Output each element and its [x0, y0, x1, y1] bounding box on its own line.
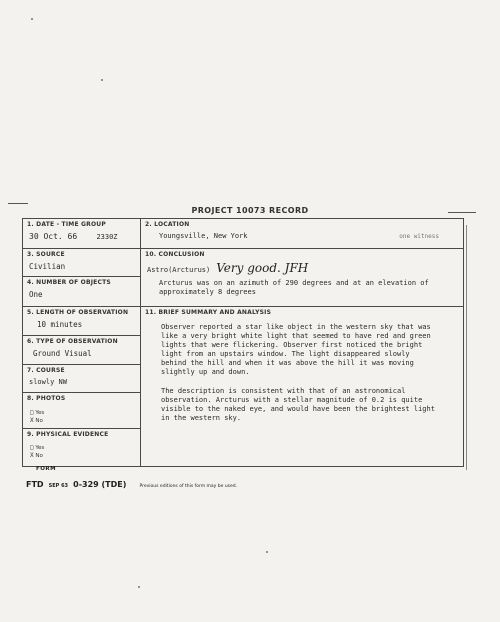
location-label: 2. LOCATION — [145, 221, 190, 228]
form-footer — [26, 466, 466, 491]
conclusion-cell — [141, 249, 463, 307]
date-value: 30 Oct. 66 — [29, 232, 78, 241]
length-label: 5. LENGTH OF OBSERVATION — [27, 309, 129, 316]
physical-no-option — [30, 452, 136, 460]
date-time-value — [29, 232, 136, 241]
summary-label: 11. BRIEF SUMMARY AND ANALYSIS — [145, 309, 272, 316]
record-form — [22, 218, 464, 467]
physical-evidence-label: 9. PHYSICAL EVIDENCE — [27, 431, 109, 438]
conclusion-row — [147, 261, 459, 275]
scan-speck — [101, 79, 103, 81]
footer-previous-editions: Previous editions of this form may be used. — [139, 484, 238, 489]
footer-form-code: 0-329 (TDE) — [73, 480, 127, 489]
scan-edge — [466, 225, 467, 470]
physical-no-label: No — [35, 453, 43, 459]
summary-paragraph-2: The description is consistent with that of an astronomical observation. Arcturus with a stellar magnitude of 0.2 is quite visible to the naked eye, and would have been the brightest light in the western sky. — [161, 387, 435, 422]
conclusion-note: Arcturus was on an azimuth of 290 degrees and at an elevation of approximately 8 degrees — [159, 279, 429, 296]
date-time-label: 1. DATE - TIME GROUP — [27, 221, 106, 228]
scan-speck — [266, 551, 268, 553]
physical-yes-label: Yes — [35, 445, 45, 451]
photos-label: 8. PHOTOS — [27, 395, 66, 402]
photos-yes-checkbox: □ — [30, 409, 34, 416]
physical-evidence-cell — [23, 429, 140, 466]
summary-paragraph-1: Observer reported a star like object in the western sky that was like a very bright white light that seemed to have red and green lights that were flickering. Observer first noticed the bright light from an upstairs window. The light disappeared slowly behind the hill and when it was above the hill it was moving slightly up and down. — [161, 323, 431, 376]
physical-yes-option — [30, 444, 136, 452]
handwritten-note: Very good. JFH — [216, 261, 309, 275]
length-cell — [23, 307, 140, 336]
right-column — [141, 219, 463, 466]
type-label: 6. TYPE OF OBSERVATION — [27, 338, 118, 345]
location-extra: one witness — [399, 233, 439, 240]
photos-yes-option — [30, 409, 136, 417]
number-objects-label: 4. NUMBER OF OBJECTS — [27, 279, 111, 286]
scan-mark — [8, 203, 28, 204]
source-label: 3. SOURCE — [27, 251, 65, 258]
location-value: Youngsville, New York — [159, 232, 248, 240]
photos-no-checkbox: X — [30, 417, 34, 424]
time-value: 2330Z — [96, 233, 118, 241]
photos-yes-label: Yes — [35, 410, 45, 416]
scan-speck — [138, 586, 140, 588]
conclusion-value: Astro(Arcturus) — [147, 266, 211, 274]
footer-form-id — [26, 472, 466, 491]
footer-form-label: FORM — [36, 466, 57, 472]
footer-form-prefix: FTD — [26, 480, 44, 489]
photos-no-option — [30, 417, 136, 425]
source-value: Civilian — [29, 262, 66, 271]
physical-yes-checkbox: □ — [30, 444, 34, 451]
scan-speck — [31, 18, 33, 20]
type-value: Ground Visual — [33, 349, 92, 358]
photos-no-label: No — [35, 418, 43, 424]
location-row — [159, 232, 439, 241]
number-objects-cell — [23, 277, 140, 307]
type-cell — [23, 336, 140, 365]
conclusion-label: 10. CONCLUSION — [145, 251, 205, 258]
date-time-cell — [23, 219, 140, 249]
page-title: PROJECT 10073 RECORD — [191, 206, 309, 215]
source-cell — [23, 249, 140, 277]
summary-cell — [141, 307, 463, 466]
course-label: 7. COURSE — [27, 367, 65, 374]
left-column — [23, 219, 141, 466]
course-cell — [23, 365, 140, 393]
footer-form-date: SEP 63 — [48, 483, 69, 489]
location-cell — [141, 219, 463, 249]
number-objects-value: One — [29, 290, 43, 299]
course-value: slowly NW — [29, 378, 67, 386]
photos-cell — [23, 393, 140, 429]
length-value: 10 minutes — [37, 320, 83, 329]
physical-no-checkbox: X — [30, 452, 34, 459]
